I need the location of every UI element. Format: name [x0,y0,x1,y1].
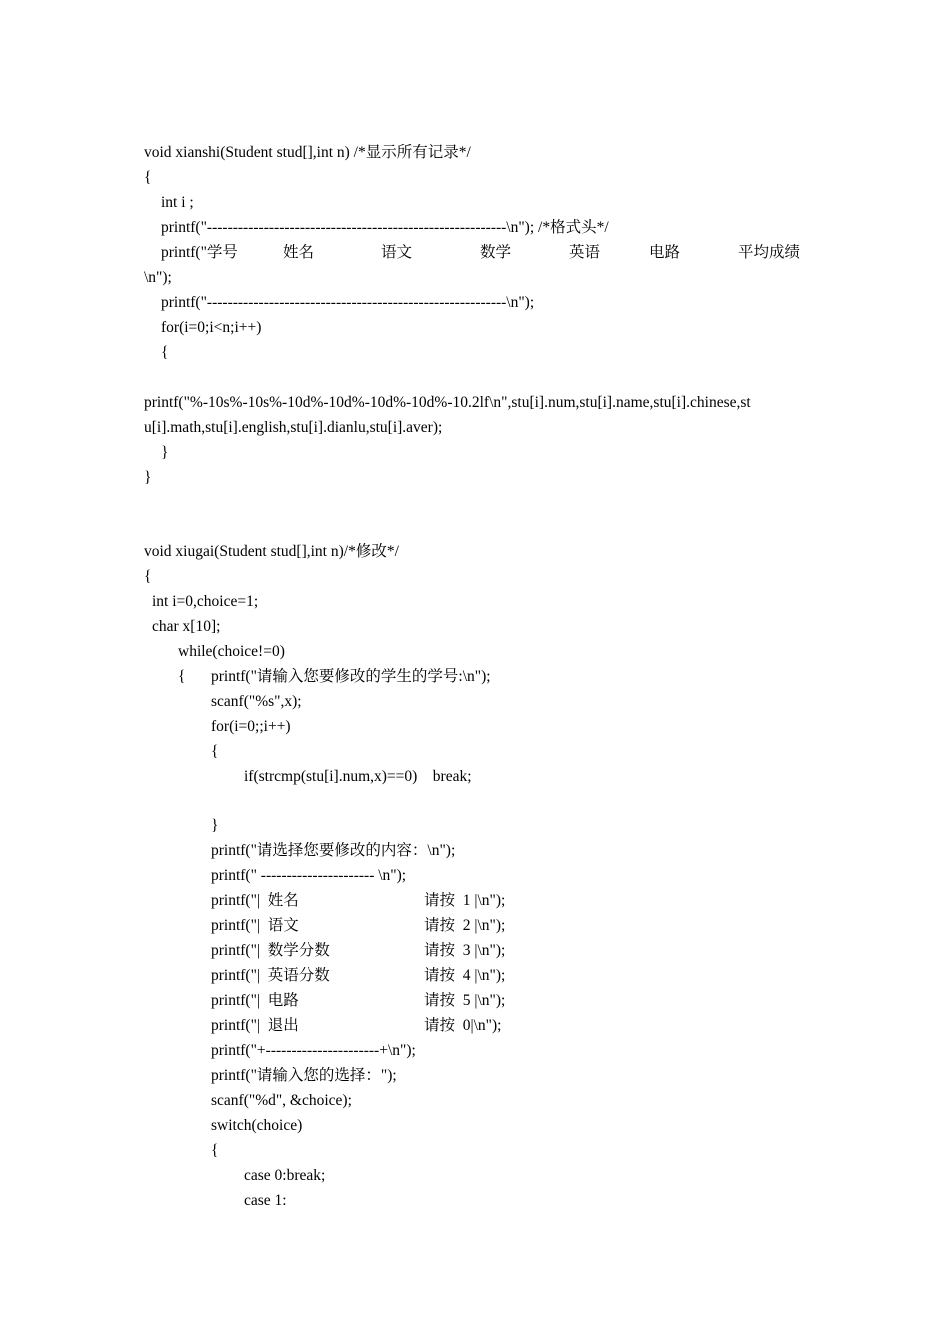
xiugai-scanf-x: scanf("%s",x); [211,693,302,710]
xiugai-open-brace: { [144,568,152,585]
xianshi-open-brace: { [144,169,152,186]
xianshi-inner-open: { [161,344,169,361]
header-col-dianlu: 电路 [649,244,681,261]
xiugai-decl-2: char x[10]; [152,618,221,635]
menu-item-right: 请按 3 |\n"); [424,942,506,959]
xiugai-case-0: case 0:break; [244,1167,326,1184]
xiugai-switch-open: { [211,1142,219,1159]
header-col-math: 数学 [480,244,512,261]
xiugai-switch-stmt: switch(choice) [211,1117,303,1134]
xiugai-case-1: case 1: [244,1192,287,1209]
xianshi-for-loop: for(i=0;i<n;i++) [161,319,262,336]
xiugai-for-open: { [211,743,219,760]
menu-item-left: printf("| 英语分数 [211,967,330,984]
xianshi-signature: void xianshi(Student stud[],int n) /*显示所有记录*/ [144,144,471,161]
header-col-chinese: 语文 [381,244,413,261]
xianshi-printf-row-1: printf("%-10s%-10s%-10d%-10d%-10d%-10d%-10.2lf\n",stu[i].num,stu[i].name,stu[i].chinese,st [144,394,751,411]
xianshi-printf-row-2: u[i].math,stu[i].english,stu[i].dianlu,stu[i].aver); [144,419,443,436]
xiugai-for-loop: for(i=0;;i++) [211,718,291,735]
menu-item-right: 请按 0|\n"); [424,1017,502,1034]
menu-item-left: printf("| 电路 [211,992,299,1009]
menu-item-right: 请按 4 |\n"); [424,967,506,984]
xianshi-decl: int i ; [161,194,194,211]
menu-item-left: printf("| 姓名 [211,892,299,909]
xiugai-while-open: { [178,668,186,685]
xiugai-prompt-choice: printf("请输入您的选择："); [211,1067,397,1084]
xiugai-decl-1: int i=0,choice=1; [152,593,259,610]
menu-item-right: 请按 1 |\n"); [424,892,506,909]
xiugai-menu-bottom: printf("+----------------------+\n"); [211,1042,416,1059]
xiugai-scanf-choice: scanf("%d", &choice); [211,1092,352,1109]
xianshi-printf-rule-2: printf("----------------------------------------------------------\n"); [161,294,535,311]
xianshi-header-prefix: printf("学号 [161,244,238,261]
header-col-name: 姓名 [283,244,315,261]
menu-item-left: printf("| 语文 [211,917,299,934]
header-col-english: 英语 [569,244,601,261]
xianshi-printf-rule-1: printf("----------------------------------------------------------\n"); /*格式头*/ [161,219,609,236]
menu-item-left: printf("| 数学分数 [211,942,330,959]
xiugai-if-stmt: if(strcmp(stu[i].num,x)==0) break; [244,768,472,785]
header-col-aver: 平均成绩 [738,244,801,261]
xiugai-prompt-num: printf("请输入您要修改的学生的学号:\n"); [211,668,491,685]
xianshi-close-brace: } [144,469,152,486]
xianshi-inner-close: } [161,444,169,461]
xiugai-signature: void xiugai(Student stud[],int n)/*修改*/ [144,543,399,560]
xiugai-menu-top: printf(" ---------------------- \n"); [211,867,407,884]
xianshi-header-suffix: \n"); [144,269,172,286]
menu-item-left: printf("| 退出 [211,1017,299,1034]
xiugai-while-loop: while(choice!=0) [178,643,285,660]
menu-item-right: 请按 2 |\n"); [424,917,506,934]
xiugai-prompt-content: printf("请选择您要修改的内容：\n"); [211,842,456,859]
menu-item-right: 请按 5 |\n"); [424,992,506,1009]
xiugai-for-close: } [211,817,219,834]
